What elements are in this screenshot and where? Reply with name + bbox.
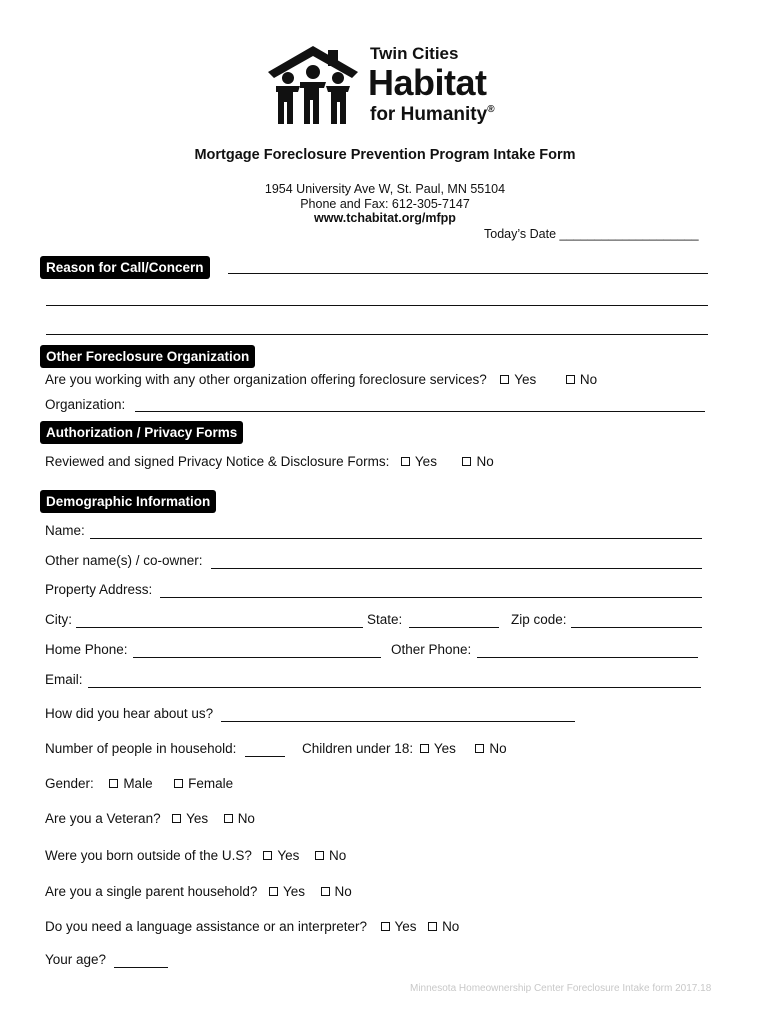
auth-yes-checkbox[interactable] [401,457,410,466]
children-row [302,741,507,756]
children-no-label: No [489,741,507,756]
language-row [45,919,459,934]
zip-label: Zip code: [511,612,567,627]
registered-mark: ® [487,104,495,115]
veteran-no-checkbox[interactable] [224,814,233,823]
born-no-checkbox[interactable] [315,851,324,860]
single-parent-no-label: No [334,884,352,899]
children-yes-label: Yes [433,741,456,756]
organization-line[interactable] [135,411,705,412]
single-parent-row [45,884,352,899]
name-label: Name: [45,523,85,538]
property-address-label: Property Address: [45,582,153,597]
gender-male-checkbox[interactable] [109,779,118,788]
email-line[interactable] [88,687,701,688]
veteran-label: Are you a Veteran? [45,811,161,826]
language-yes-label: Yes [394,919,417,934]
gender-female-label: Female [188,776,234,791]
household-row: Number of people in household: [45,741,237,756]
born-yes-label: Yes [277,848,300,863]
veteran-yes-label: Yes [186,811,209,826]
language-label: Do you need a language assistance or an interpreter? [45,919,367,934]
name-line[interactable] [90,538,702,539]
household-line[interactable] [245,756,285,757]
state-label: State: [367,612,403,627]
page-title: Mortgage Foreclosure Prevention Program Intake Form [194,147,576,163]
veteran-no-label: No [237,811,255,826]
other-org-question: Are you working with any other organization offering foreclosure services? [45,372,487,387]
section-header-reason: Reason for Call/Concern [40,256,210,279]
state-line[interactable] [409,627,499,628]
section-header-other-org: Other Foreclosure Organization [40,345,255,368]
children-no-checkbox[interactable] [475,744,484,753]
age-line[interactable] [114,967,168,968]
logo-line-twin-cities: Twin Cities [370,44,459,63]
other-phone-line[interactable] [477,657,698,658]
org-phone: Phone and Fax: 612-305-7147 [300,197,470,211]
children-yes-checkbox[interactable] [420,744,429,753]
other-org-yes-label: Yes [514,372,537,387]
todays-date-field[interactable]: Today’s Date ____________________ [484,227,699,241]
born-label: Were you born outside of the U.S? [45,848,252,863]
section-header-auth: Authorization / Privacy Forms [40,421,243,444]
city-label: City: [45,612,72,627]
other-org-yes-checkbox[interactable] [500,375,509,384]
auth-no-checkbox[interactable] [462,457,471,466]
home-phone-line[interactable] [133,657,381,658]
zip-line[interactable] [571,627,702,628]
single-parent-label: Are you a single parent household? [45,884,258,899]
single-parent-yes-label: Yes [282,884,305,899]
language-yes-checkbox[interactable] [381,922,390,931]
hear-about-line[interactable] [221,721,575,722]
language-no-label: No [442,919,460,934]
born-no-label: No [328,848,347,863]
single-parent-no-checkbox[interactable] [321,887,330,896]
gender-male-label: Male [123,776,153,791]
logo-line-habitat: Habitat [368,62,487,103]
email-label: Email: [45,672,83,687]
home-phone-label: Home Phone: [45,642,128,657]
gender-row [45,776,233,791]
organization-field[interactable]: Organization: [45,397,126,412]
auth-question: Reviewed and signed Privacy Notice & Disclosure Forms: [45,454,390,469]
reason-line-2[interactable] [46,334,708,335]
other-names-line[interactable] [211,568,702,569]
age-label: Your age? [45,952,107,967]
habitat-house-icon [262,42,364,128]
logo-line-for-humanity [370,104,495,126]
footer-note: Minnesota Homeownership Center Foreclosure Intake form 2017.18 [410,983,712,994]
born-row [45,848,346,863]
logo [262,42,512,132]
language-no-checkbox[interactable] [428,922,437,931]
hear-about-label: How did you hear about us? [45,706,214,721]
property-address-line[interactable] [160,597,702,598]
other-names-label: Other name(s) / co-owner: [45,553,203,568]
auth-question-row [45,454,494,469]
born-yes-checkbox[interactable] [263,851,272,860]
org-website[interactable]: www.tchabitat.org/mfpp [314,211,456,225]
auth-no-label: No [476,454,494,469]
gender-female-checkbox[interactable] [174,779,183,788]
other-phone-label: Other Phone: [391,642,472,657]
other-org-question-row [45,372,597,387]
other-org-no-label: No [579,372,598,387]
logo-line-for-humanity-text: for Humanity [370,104,488,125]
city-line[interactable] [76,627,363,628]
children-label: Children under 18: [302,741,414,756]
gender-label: Gender: [45,776,94,791]
reason-line-1[interactable] [46,305,708,306]
section-header-demo: Demographic Information [40,490,216,513]
auth-yes-label: Yes [414,454,437,469]
other-org-no-checkbox[interactable] [566,375,575,384]
single-parent-yes-checkbox[interactable] [269,887,278,896]
veteran-row [45,811,255,826]
org-address: 1954 University Ave W, St. Paul, MN 55104 [264,182,506,196]
veteran-yes-checkbox[interactable] [172,814,181,823]
reason-line-0[interactable] [228,273,708,274]
